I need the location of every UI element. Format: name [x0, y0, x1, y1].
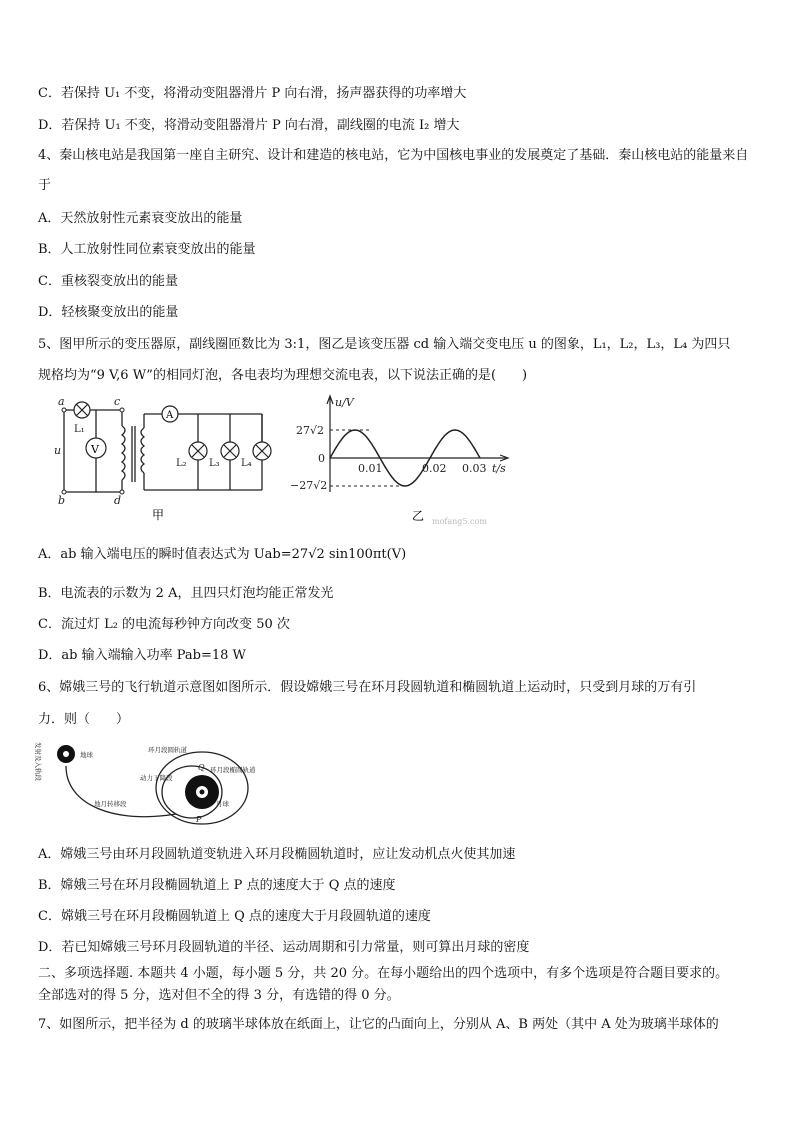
q5-option-b: B．电流表的示数为 2 A，且四只灯泡均能正常发光 [38, 586, 334, 601]
q6-option-b: B．嫦娥三号在环月段椭圆轨道上 P 点的速度大于 Q 点的速度 [38, 878, 396, 893]
q6-stem-line2: 力．则（ ） [38, 712, 130, 727]
lamp-l2-icon [189, 442, 207, 460]
q6-orbit-figure [36, 736, 276, 832]
q7-stem: 7、如图所示，把半径为 d 的玻璃半球体放在纸面上，让它的凸面向上，分别从 A、B 两处（其中 A 处为玻璃半球体的 [38, 1017, 719, 1032]
circular-orbit-label: 环月段圆轨道 [148, 746, 187, 754]
tick-y-zero: 0 [318, 452, 325, 465]
section2-instructions-line1: 二、多项选择题. 本题共 4 小题，每小题 5 分，共 20 分。在每小题给出的四个选项中，有多个选项是符合题目要求的。 [38, 966, 729, 981]
descent-phase-label: 动力下降段 [140, 774, 173, 782]
q6-option-a: A．嫦娥三号由环月段圆轨道变轨进入环月段椭圆轨道时，应让发动机点火使其加速 [38, 847, 516, 862]
tick-x-0.03: 0.03 [462, 462, 487, 475]
transfer-phase-label: 地月转移段 [94, 800, 127, 808]
terminal-b-label: b [58, 494, 66, 507]
point-q-label: Q [198, 763, 205, 772]
terminal-c-label: c [114, 395, 121, 408]
lamp-l3-label: L₃ [209, 458, 220, 469]
figure-yi-caption: 乙 [412, 509, 425, 523]
q4-option-d: D．轻核聚变放出的能量 [38, 305, 179, 320]
q6-stem-line1: 6、嫦娥三号的飞行轨道示意图如图所示．假设嫦娥三号在环月段圆轨道和椭圆轨道上运动时，只受到月球的万有引 [38, 680, 697, 695]
lamp-l3-icon [221, 442, 239, 460]
terminal-a-label: a [58, 395, 65, 408]
q5-stem-line1: 5、图甲所示的变压器原，副线圈匝数比为 3:1，图乙是该变压器 cd 输入端交变电压 u 的图象，L₁，L₂，L₃，L₄ 为四只 [38, 337, 731, 352]
q4-stem: 4、秦山核电站是我国第一座自主研究、设计和建造的核电站，它为中国核电事业的发展奠定了基础．秦山核电站的能量来自于 [38, 148, 749, 193]
q6-option-c: C．嫦娥三号在环月段椭圆轨道上 Q 点的速度大于月段圆轨道的速度 [38, 909, 431, 924]
figure-jia-caption: 甲 [152, 508, 165, 522]
q4-option-c: C．重核裂变放出的能量 [38, 274, 178, 289]
q3-option-d: D．若保持 U₁ 不变，将滑动变阻器滑片 P 向右滑，副线圈的电流 I₂ 增大 [38, 118, 460, 133]
lamp-l1-icon [74, 402, 90, 418]
tick-y-bottom: −27√2 [290, 479, 328, 492]
tick-x-0.02: 0.02 [422, 462, 447, 475]
tick-x-0.01: 0.01 [358, 462, 383, 475]
q5-circuit-figure [52, 396, 282, 526]
terminal-d-label: d [114, 494, 122, 507]
earth-label: 地球 [80, 751, 93, 759]
moon-label: 月球 [216, 800, 229, 808]
axis-y-label: u/V [335, 396, 354, 409]
lamp-l4-icon [253, 442, 271, 460]
lamp-l4-label: L₄ [241, 458, 252, 469]
tick-y-top: 27√2 [296, 424, 325, 437]
launch-phase-label: 发射及入轨段 [34, 742, 42, 781]
q4-option-b: B．人工放射性同位素衰变放出的能量 [38, 242, 256, 257]
q5-option-c: C．流过灯 L₂ 的电流每秒钟方向改变 50 次 [38, 617, 290, 632]
q5-waveform-figure [282, 392, 522, 530]
lamp-l1-label: L₁ [74, 424, 85, 435]
voltage-u-label: u [54, 444, 62, 457]
q6-option-d: D．若已知嫦娥三号环月段圆轨道的半径、运动周期和引力常量，则可算出月球的密度 [38, 940, 530, 955]
q5-stem-line2: 规格均为“9 V,6 W”的相同灯泡，各电表均为理想交流电表，以下说法正确的是( ) [38, 368, 528, 383]
lamp-l2-label: L₂ [176, 458, 187, 469]
voltmeter-label: V [91, 443, 99, 456]
q4-option-a: A．天然放射性元素衰变放出的能量 [38, 211, 243, 226]
ammeter-label: A [166, 410, 174, 421]
axis-x-label: t/s [492, 462, 506, 475]
watermark-text: mofang5.com [432, 517, 487, 526]
elliptical-orbit-label: 环月段椭圆轨道 [210, 766, 256, 774]
q5-option-d: D．ab 输入端输入功率 Pab=18 W [38, 648, 246, 663]
point-p-label: P [196, 815, 202, 824]
q3-option-c: C．若保持 U₁ 不变，将滑动变阻器滑片 P 向右滑，扬声器获得的功率增大 [38, 86, 467, 101]
section2-instructions-line2: 全部选对的得 5 分，选对但不全的得 3 分，有选错的得 0 分。 [38, 988, 400, 1003]
q5-option-a: A．ab 输入端电压的瞬时值表达式为 Uab=27√2 sin100πt(V) [38, 547, 407, 562]
